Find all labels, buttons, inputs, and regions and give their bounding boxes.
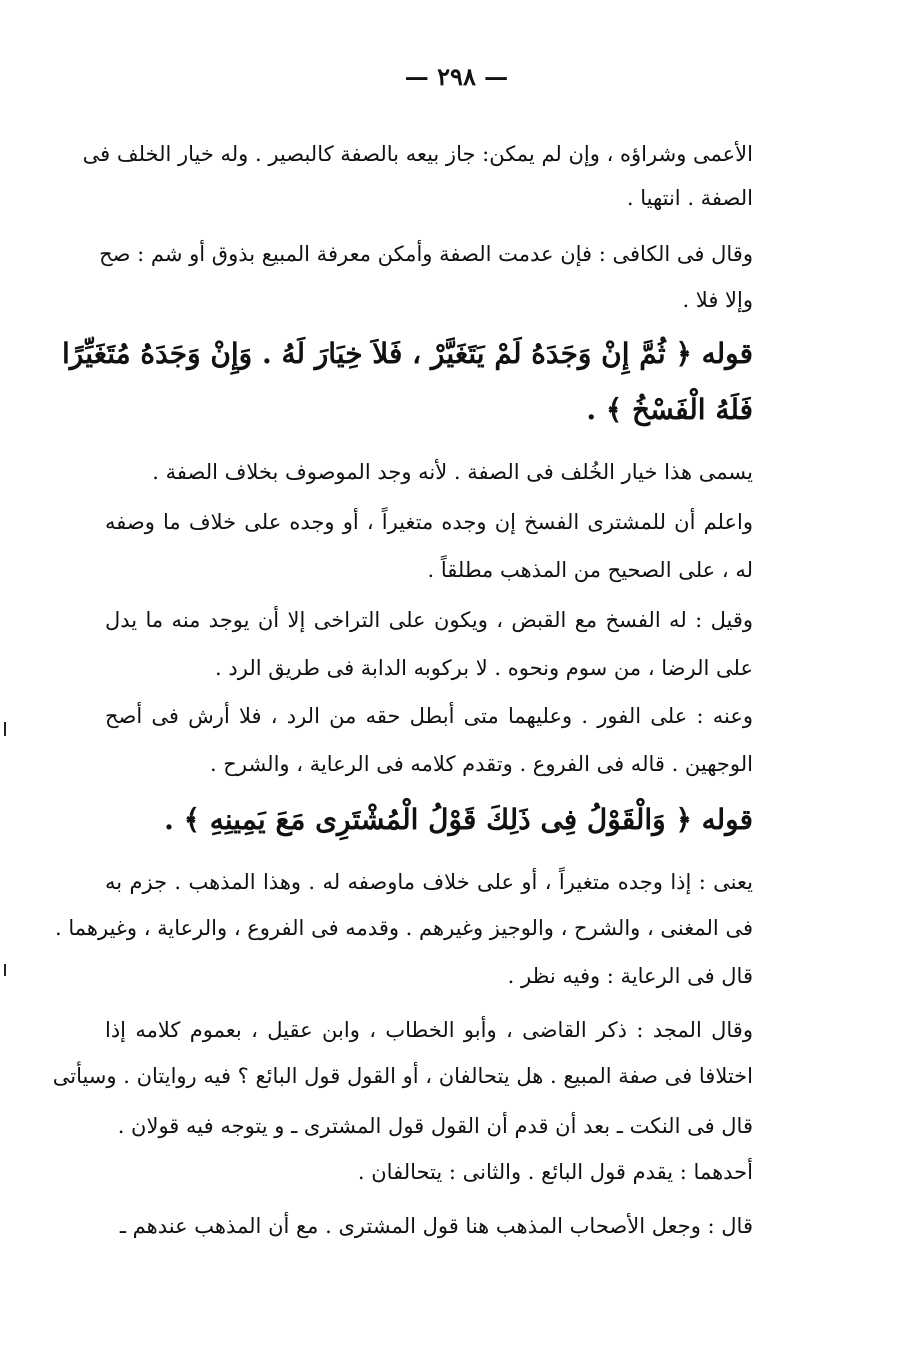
text-line: وقال المجد : ذكر القاضى ، وأبو الخطاب ، وابن عقيل ، بعموم كلامه إذا	[105, 1018, 753, 1042]
text-line: واعلم أن للمشترى الفسخ إن وجده متغيراً ، أو وجده على خلاف ما وصفه	[105, 510, 753, 534]
text-line: اختلافا فى صفة المبيع . هل يتحالفان ، أو القول قول البائع ؟ فيه روايتان . وسيأتى	[52, 1064, 753, 1088]
text-line: وقيل : له الفسخ مع القبض ، ويكون على التراخى إلا أن يوجد منه ما يدل	[105, 608, 753, 632]
text-line: قال فى النكت ـ بعد أن قدم أن القول قول المشترى ـ و يتوجه فيه قولان .	[117, 1114, 753, 1138]
text-line: وإلا فلا .	[682, 288, 753, 312]
text-line: أحدهما : يقدم قول البائع . والثانى : يتحالفان .	[357, 1160, 753, 1184]
text-line: الوجهين . قاله فى الفروع . وتقدم كلامه فى الرعاية ، والشرح .	[209, 752, 753, 776]
text-line: قال : وجعل الأصحاب المذهب هنا قول المشترى . مع أن المذهب عندهم ـ	[119, 1214, 753, 1238]
scan-mark	[4, 964, 6, 976]
text-line: على الرضا ، من سوم ونحوه . لا بركوبه الدابة فى طريق الرد .	[215, 656, 753, 680]
text-line: يعنى : إذا وجده متغيراً ، أو على خلاف ماوصفه له . وهذا المذهب . جزم به	[105, 870, 753, 894]
quran-heading: قوله ﴿ وَالْقَوْلُ فِى ذَلِكَ قَوْلُ الْمُشْتَرِى مَعَ يَمِينِهِ ﴾ .	[164, 803, 753, 836]
text-line: وعنه : على الفور . وعليهما متى أبطل حقه من الرد ، فلا أرش فى أصح	[105, 704, 753, 728]
page-number: — ٢٩٨ —	[404, 62, 509, 91]
quran-heading: قوله ﴿ ثُمَّ إِنْ وَجَدَهُ لَمْ يَتَغَيَّرْ ، فَلاَ خِيَارَ لَهُ . وَإِنْ وَجَدَهُ مُتَغَيِّرًا	[62, 337, 753, 370]
text-line: فى المغنى ، والشرح ، والوجيز وغيرهم . وقدمه فى الفروع ، والرعاية ، وغيرهما .	[55, 916, 753, 940]
quran-heading: فَلَهُ الْفَسْخُ ﴾ .	[586, 393, 753, 426]
text-line: وقال فى الكافى : فإن عدمت الصفة وأمكن معرفة المبيع بذوق أو شم : صح	[99, 242, 753, 266]
text-line: له ، على الصحيح من المذهب مطلقاً .	[427, 558, 753, 582]
text-line: الصفة . انتهيا .	[626, 186, 753, 210]
text-line: قال فى الرعاية : وفيه نظر .	[507, 964, 753, 988]
text-line: يسمى هذا خيار الخُلف فى الصفة . لأنه وجد الموصوف بخلاف الصفة .	[152, 460, 753, 484]
scan-mark	[4, 722, 6, 736]
text-line: الأعمى وشراؤه ، وإن لم يمكن: جاز بيعه بالصفة كالبصير . وله خيار الخلف فى	[82, 142, 753, 166]
